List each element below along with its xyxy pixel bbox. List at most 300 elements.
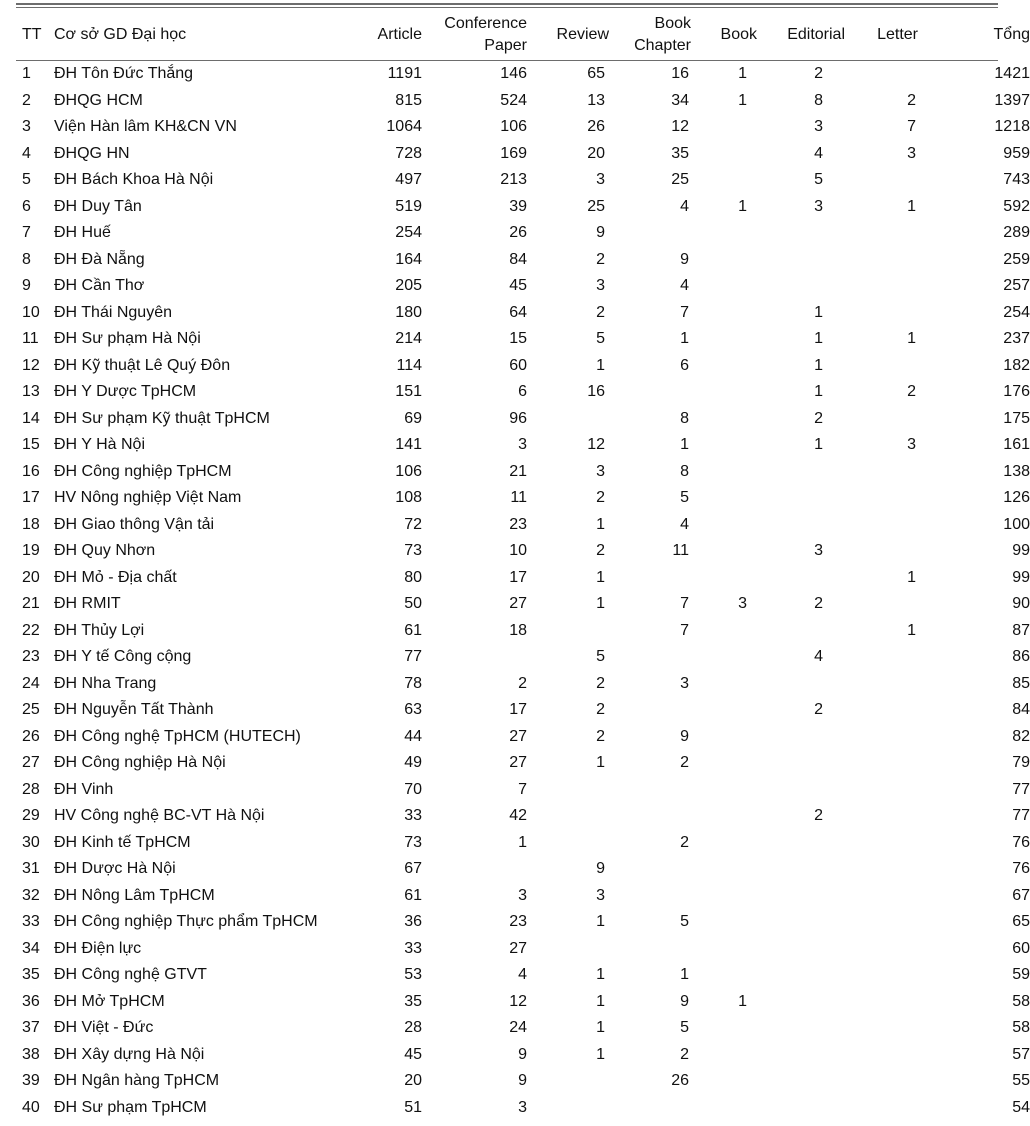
- cell-review: 2: [596, 701, 605, 719]
- cell-total: 86: [1012, 648, 1030, 666]
- cell-conference-paper: 169: [500, 144, 527, 162]
- table-row: [16, 618, 1030, 645]
- cell-total: 592: [1003, 197, 1030, 215]
- cell-article: 51: [404, 1098, 422, 1116]
- cell-institution: ĐH Sư phạm Kỹ thuật TpHCM: [54, 409, 270, 427]
- cell-editorial: 2: [814, 807, 823, 825]
- cell-letter: [849, 512, 930, 539]
- cell-institution: ĐH Công nghệ GTVT: [54, 966, 207, 984]
- cell-review: 2: [596, 674, 605, 692]
- cell-total: 959: [1003, 144, 1030, 162]
- cell-tt: 17: [22, 489, 40, 507]
- cell-book: [691, 379, 765, 406]
- cell-letter: [849, 538, 930, 565]
- cell-conference-paper: 9: [518, 1072, 527, 1090]
- cell-article: 53: [404, 966, 422, 984]
- cell-conference-paper: 3: [518, 886, 527, 904]
- cell-conference-paper: 2: [518, 674, 527, 692]
- cell-letter: [849, 1068, 930, 1095]
- cell-book-chapter: 25: [671, 171, 689, 189]
- cell-letter: [849, 459, 930, 486]
- table-row: [16, 167, 1030, 194]
- cell-tt: 37: [22, 1019, 40, 1037]
- cell-editorial: 1: [814, 383, 823, 401]
- cell-editorial: 1: [814, 356, 823, 374]
- cell-letter: 1: [907, 330, 916, 348]
- cell-article: 815: [395, 91, 422, 109]
- cell-editorial: 1: [814, 436, 823, 454]
- cell-institution: ĐHQG HCM: [54, 91, 143, 109]
- header-book-chapter: [609, 8, 691, 61]
- cell-conference-paper: 45: [509, 277, 527, 295]
- cell-book: 1: [738, 91, 747, 109]
- cell-book-chapter: 35: [671, 144, 689, 162]
- cell-article: 67: [404, 860, 422, 878]
- cell-conference-paper: 64: [509, 303, 527, 321]
- cell-editorial: [765, 671, 849, 698]
- cell-institution: HV Công nghệ BC-VT Hà Nội: [54, 807, 265, 825]
- cell-total: 76: [1012, 860, 1030, 878]
- cell-institution: ĐH Công nghiệp TpHCM: [54, 462, 232, 480]
- cell-book-chapter: [609, 856, 691, 883]
- table-row: [16, 909, 1030, 936]
- cell-total: 60: [1012, 939, 1030, 957]
- table-row: [16, 830, 1030, 857]
- cell-book-chapter: 1: [680, 966, 689, 984]
- cell-book: 1: [738, 197, 747, 215]
- cell-article: 78: [404, 674, 422, 692]
- cell-tt: 5: [22, 171, 31, 189]
- table-row: [16, 1095, 1030, 1122]
- cell-letter: [849, 485, 930, 512]
- cell-tt: 11: [22, 330, 39, 348]
- cell-review: 2: [596, 250, 605, 268]
- cell-conference-paper: 39: [509, 197, 527, 215]
- cell-total: 67: [1012, 886, 1030, 904]
- cell-article: 45: [404, 1045, 422, 1063]
- cell-book-chapter: 11: [672, 542, 689, 560]
- cell-institution: HV Nông nghiệp Việt Nam: [54, 489, 242, 507]
- cell-article: 73: [404, 542, 422, 560]
- cell-total: 1397: [994, 91, 1030, 109]
- table-row: [16, 591, 1030, 618]
- cell-editorial: [765, 565, 849, 592]
- cell-conference-paper: 27: [509, 727, 527, 745]
- cell-review: 2: [596, 542, 605, 560]
- cell-editorial: [765, 936, 849, 963]
- cell-letter: [849, 856, 930, 883]
- cell-conference-paper: 12: [509, 992, 527, 1010]
- header-chapter-line1: Book: [654, 14, 691, 32]
- cell-conference-paper: 1: [518, 833, 527, 851]
- cell-editorial: [765, 618, 849, 645]
- cell-tt: 40: [22, 1098, 40, 1116]
- table-row: [16, 724, 1030, 751]
- cell-editorial: [765, 247, 849, 274]
- cell-book-chapter: [609, 220, 691, 247]
- cell-tt: 12: [22, 356, 40, 374]
- cell-total: 77: [1012, 780, 1030, 798]
- cell-institution: ĐH Công nghiệp Hà Nội: [54, 754, 226, 772]
- cell-article: 70: [404, 780, 422, 798]
- cell-review: 1: [596, 356, 605, 374]
- header-conference-line1: Conference: [444, 14, 527, 32]
- cell-article: 35: [404, 992, 422, 1010]
- cell-article: 180: [395, 303, 422, 321]
- cell-total: 65: [1012, 913, 1030, 931]
- table-header: [16, 8, 1030, 61]
- cell-book-chapter: 6: [680, 356, 689, 374]
- cell-book: 1: [738, 65, 747, 83]
- cell-article: 36: [404, 913, 422, 931]
- table-row: [16, 671, 1030, 698]
- cell-review: 1: [596, 913, 605, 931]
- cell-book-chapter: 4: [680, 277, 689, 295]
- cell-conference-paper: 3: [518, 436, 527, 454]
- cell-editorial: [765, 1068, 849, 1095]
- cell-letter: [849, 830, 930, 857]
- cell-tt: 38: [22, 1045, 40, 1063]
- cell-article: 164: [395, 250, 422, 268]
- cell-total: 84: [1012, 701, 1030, 719]
- cell-letter: [849, 697, 930, 724]
- cell-total: 257: [1003, 277, 1030, 295]
- cell-letter: [849, 353, 930, 380]
- cell-book-chapter: 8: [680, 462, 689, 480]
- cell-letter: [849, 220, 930, 247]
- cell-editorial: [765, 512, 849, 539]
- cell-book-chapter: 2: [680, 754, 689, 772]
- cell-letter: [849, 962, 930, 989]
- cell-review: 26: [587, 118, 605, 136]
- cell-letter: [849, 1015, 930, 1042]
- cell-letter: 1: [907, 197, 916, 215]
- cell-conference-paper: 9: [518, 1045, 527, 1063]
- cell-institution: ĐH Sư phạm Hà Nội: [54, 330, 201, 348]
- cell-article: 20: [404, 1072, 422, 1090]
- cell-book-chapter: 5: [680, 489, 689, 507]
- cell-article: 77: [404, 648, 422, 666]
- cell-article: 69: [404, 409, 422, 427]
- cell-conference-paper: 23: [509, 913, 527, 931]
- cell-institution: ĐH Nha Trang: [54, 674, 157, 692]
- cell-institution: ĐH Công nghiệp Thực phẩm TpHCM: [54, 913, 318, 931]
- cell-review: 1: [596, 992, 605, 1010]
- cell-article: 44: [404, 727, 422, 745]
- cell-institution: Viện Hàn lâm KH&CN VN: [54, 118, 237, 136]
- cell-total: 743: [1003, 171, 1030, 189]
- table-row: [16, 697, 1030, 724]
- cell-total: 76: [1012, 833, 1030, 851]
- cell-total: 176: [1003, 383, 1030, 401]
- cell-review: [527, 777, 609, 804]
- table-row: [16, 247, 1030, 274]
- cell-tt: 19: [22, 542, 40, 560]
- cell-institution: ĐH Việt - Đức: [54, 1019, 154, 1037]
- cell-book: [691, 432, 765, 459]
- cell-letter: 3: [907, 144, 916, 162]
- cell-book-chapter: 16: [671, 65, 689, 83]
- cell-institution: ĐH Duy Tân: [54, 197, 142, 215]
- cell-editorial: 1: [814, 330, 823, 348]
- cell-review: [527, 618, 609, 645]
- cell-article: 214: [395, 330, 422, 348]
- table-row: [16, 512, 1030, 539]
- cell-book-chapter: 5: [680, 913, 689, 931]
- cell-book: 3: [738, 595, 747, 613]
- cell-institution: ĐH Vinh: [54, 780, 114, 798]
- cell-tt: 18: [22, 515, 40, 533]
- cell-editorial: [765, 1042, 849, 1069]
- cell-book-chapter: 7: [680, 621, 689, 639]
- cell-review: [527, 830, 609, 857]
- cell-letter: [849, 750, 930, 777]
- table-row: [16, 141, 1030, 168]
- cell-book-chapter: [609, 803, 691, 830]
- table-row: [16, 989, 1030, 1016]
- cell-letter: [849, 167, 930, 194]
- cell-tt: 7: [22, 224, 31, 242]
- table-row: [16, 432, 1030, 459]
- cell-conference-paper: 524: [500, 91, 527, 109]
- cell-tt: 9: [22, 277, 31, 295]
- cell-editorial: [765, 273, 849, 300]
- cell-total: 57: [1012, 1045, 1030, 1063]
- cell-editorial: [765, 830, 849, 857]
- cell-conference-paper: 6: [518, 383, 527, 401]
- cell-book: [691, 697, 765, 724]
- cell-tt: 10: [22, 303, 40, 321]
- cell-letter: 1: [907, 621, 916, 639]
- cell-conference-paper: 213: [500, 171, 527, 189]
- cell-article: 33: [404, 807, 422, 825]
- cell-book: [691, 459, 765, 486]
- cell-tt: 34: [22, 939, 40, 957]
- table-row: [16, 565, 1030, 592]
- cell-letter: [849, 1095, 930, 1122]
- cell-tt: 29: [22, 807, 40, 825]
- cell-institution: ĐH Huế: [54, 224, 111, 242]
- cell-book: [691, 883, 765, 910]
- cell-editorial: 4: [814, 144, 823, 162]
- cell-article: 106: [395, 462, 422, 480]
- cell-article: 728: [395, 144, 422, 162]
- table-row: [16, 803, 1030, 830]
- cell-review: 25: [587, 197, 605, 215]
- table-row: [16, 379, 1030, 406]
- header-letter: Letter: [877, 25, 918, 43]
- cell-article: 254: [395, 224, 422, 242]
- cell-letter: 3: [907, 436, 916, 454]
- cell-review: [527, 936, 609, 963]
- cell-book: [691, 273, 765, 300]
- cell-article: 72: [404, 515, 422, 533]
- cell-review: 3: [596, 277, 605, 295]
- cell-institution: ĐH Cần Thơ: [54, 277, 145, 295]
- cell-total: 289: [1003, 224, 1030, 242]
- cell-review: 13: [587, 91, 605, 109]
- cell-conference-paper: 106: [500, 118, 527, 136]
- header-chapter-line2: Chapter: [634, 36, 691, 54]
- cell-article: 151: [395, 383, 422, 401]
- cell-article: 114: [396, 356, 422, 374]
- cell-editorial: 2: [814, 595, 823, 613]
- cell-editorial: [765, 989, 849, 1016]
- cell-article: 50: [404, 595, 422, 613]
- cell-institution: ĐH Mở TpHCM: [54, 992, 165, 1010]
- cell-book: [691, 830, 765, 857]
- header-institution: Cơ sở GD Đại học: [54, 25, 187, 43]
- cell-tt: 26: [22, 727, 40, 745]
- cell-institution: ĐHQG HN: [54, 144, 130, 162]
- cell-book: [691, 406, 765, 433]
- table-row: [16, 194, 1030, 221]
- cell-institution: ĐH Nông Lâm TpHCM: [54, 886, 215, 904]
- cell-letter: [849, 1042, 930, 1069]
- cell-tt: 28: [22, 780, 40, 798]
- cell-book: [691, 141, 765, 168]
- cell-institution: ĐH Y Dược TpHCM: [54, 383, 197, 401]
- cell-review: 5: [596, 648, 605, 666]
- cell-tt: 25: [22, 701, 40, 719]
- cell-editorial: 3: [814, 197, 823, 215]
- cell-tt: 13: [22, 383, 40, 401]
- cell-book-chapter: 2: [680, 1045, 689, 1063]
- cell-total: 58: [1012, 992, 1030, 1010]
- cell-letter: [849, 724, 930, 751]
- cell-tt: 3: [22, 118, 31, 136]
- cell-total: 161: [1003, 436, 1030, 454]
- cell-tt: 31: [22, 860, 40, 878]
- cell-review: 2: [596, 727, 605, 745]
- cell-letter: [849, 644, 930, 671]
- cell-letter: [849, 883, 930, 910]
- cell-tt: 24: [22, 674, 40, 692]
- cell-review: 1: [596, 515, 605, 533]
- cell-total: 1218: [994, 118, 1030, 136]
- cell-institution: ĐH Giao thông Vận tải: [54, 515, 215, 533]
- cell-article: 108: [395, 489, 422, 507]
- cell-book-chapter: 1: [680, 436, 689, 454]
- cell-article: 49: [404, 754, 422, 772]
- cell-tt: 2: [22, 91, 31, 109]
- cell-editorial: 3: [814, 118, 823, 136]
- cell-book-chapter: [609, 565, 691, 592]
- cell-book: [691, 326, 765, 353]
- header-tt: TT: [22, 25, 42, 43]
- table-row: [16, 962, 1030, 989]
- table-row: [16, 936, 1030, 963]
- cell-total: 58: [1012, 1019, 1030, 1037]
- cell-book-chapter: 9: [680, 992, 689, 1010]
- cell-letter: [849, 300, 930, 327]
- cell-review: 12: [587, 436, 605, 454]
- table-body: [16, 61, 1030, 1121]
- cell-review: 5: [596, 330, 605, 348]
- cell-review: 9: [596, 860, 605, 878]
- cell-book-chapter: 5: [680, 1019, 689, 1037]
- cell-total: 1421: [994, 65, 1030, 83]
- cell-total: 175: [1003, 409, 1030, 427]
- header-row: [16, 8, 1030, 61]
- cell-total: 87: [1012, 621, 1030, 639]
- header-conference-line2: Paper: [484, 36, 527, 54]
- cell-review: 1: [596, 1045, 605, 1063]
- table-row: [16, 883, 1030, 910]
- cell-article: 61: [404, 886, 422, 904]
- cell-total: 99: [1012, 542, 1030, 560]
- cell-total: 82: [1012, 727, 1030, 745]
- cell-letter: [849, 936, 930, 963]
- cell-book-chapter: 1: [680, 330, 689, 348]
- header-article: Article: [377, 25, 422, 43]
- cell-conference-paper: 15: [509, 330, 527, 348]
- cell-tt: 16: [22, 462, 40, 480]
- cell-review: 3: [596, 886, 605, 904]
- cell-institution: ĐH Điện lực: [54, 939, 142, 957]
- cell-total: 100: [1003, 515, 1030, 533]
- cell-total: 77: [1012, 807, 1030, 825]
- cell-institution: ĐH RMIT: [54, 595, 121, 613]
- cell-tt: 15: [22, 436, 40, 454]
- cell-editorial: [765, 459, 849, 486]
- cell-book-chapter: 9: [680, 727, 689, 745]
- cell-review: 3: [596, 462, 605, 480]
- cell-institution: ĐH Thái Nguyên: [54, 303, 172, 321]
- cell-letter: [849, 989, 930, 1016]
- cell-book-chapter: 4: [680, 515, 689, 533]
- header-editorial: Editorial: [787, 25, 845, 43]
- cell-article: 519: [395, 197, 422, 215]
- cell-conference-paper: 17: [509, 701, 527, 719]
- cell-book: [691, 1042, 765, 1069]
- cell-conference-paper: 84: [509, 250, 527, 268]
- cell-book: [691, 644, 765, 671]
- cell-letter: [849, 909, 930, 936]
- cell-editorial: 4: [814, 648, 823, 666]
- cell-conference-paper: 26: [509, 224, 527, 242]
- cell-book: [691, 1095, 765, 1122]
- cell-institution: ĐH Y Hà Nội: [54, 436, 145, 454]
- cell-tt: 1: [22, 65, 31, 83]
- table-row: [16, 406, 1030, 433]
- cell-letter: 1: [907, 568, 916, 586]
- cell-editorial: 2: [814, 701, 823, 719]
- cell-editorial: 2: [814, 65, 823, 83]
- cell-review: 1: [596, 1019, 605, 1037]
- cell-editorial: [765, 724, 849, 751]
- cell-institution: ĐH Mỏ - Địa chất: [54, 568, 177, 586]
- cell-editorial: 2: [814, 409, 823, 427]
- cell-book-chapter: [609, 644, 691, 671]
- cell-book: [691, 909, 765, 936]
- cell-conference-paper: 10: [509, 542, 527, 560]
- cell-book: [691, 750, 765, 777]
- cell-institution: ĐH Xây dựng Hà Nội: [54, 1045, 205, 1063]
- table-row: [16, 750, 1030, 777]
- table-row: [16, 538, 1030, 565]
- table-row: [16, 353, 1030, 380]
- cell-tt: 36: [22, 992, 40, 1010]
- cell-letter: [849, 777, 930, 804]
- cell-institution: ĐH Dược Hà Nội: [54, 860, 176, 878]
- cell-book: [691, 724, 765, 751]
- cell-book: [691, 353, 765, 380]
- cell-book: [691, 485, 765, 512]
- cell-review: 20: [587, 144, 605, 162]
- cell-institution: ĐH Tôn Đức Thắng: [54, 65, 194, 83]
- cell-tt: 35: [22, 966, 40, 984]
